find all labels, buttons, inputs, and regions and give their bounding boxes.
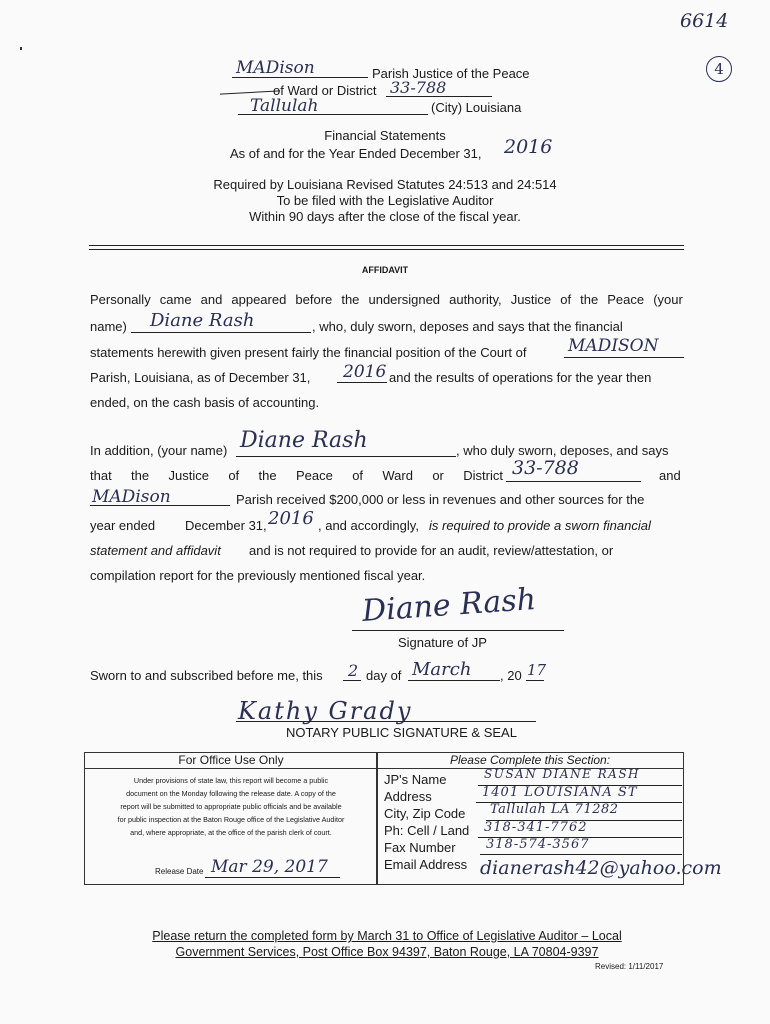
sworn-day-line xyxy=(343,680,361,681)
p2-parish-line xyxy=(90,505,230,506)
jp-signature-label: Signature of JP xyxy=(398,635,487,650)
p2-line-4-start: year ended xyxy=(90,518,156,533)
p1-year-line xyxy=(337,382,387,383)
notary-label: NOTARY PUBLIC SIGNATURE & SEAL xyxy=(286,725,517,740)
file-number: 6614 xyxy=(680,10,729,32)
email-label: Email Address xyxy=(384,857,468,872)
sworn-month-handwritten: March xyxy=(412,659,472,680)
p1-line-1: Personally came and appeared before the undersigned authority, Justice of the Peace (your xyxy=(90,292,683,307)
p1-line-4-end: and the results of operations for the year then xyxy=(389,370,652,385)
sworn-start: Sworn to and subscribed before me, this xyxy=(90,668,323,683)
p2-line-5-italic: statement and affidavit xyxy=(90,543,221,558)
footer-line-1: Please return the completed form by March 31 to Office of Legislative Auditor – Local xyxy=(152,929,622,943)
sworn-year-line xyxy=(526,680,544,681)
p2-and: and xyxy=(659,468,681,483)
jp-signature-line xyxy=(352,630,564,631)
page-circle-number: 4 xyxy=(706,56,732,82)
revised-date: Revised: 1/11/2017 xyxy=(595,962,664,971)
ward-handwritten: 33-788 xyxy=(390,78,447,97)
p2-district-handwritten: 33-788 xyxy=(512,457,579,479)
notary-signature-line xyxy=(236,721,536,722)
fax-line xyxy=(480,854,682,855)
city-zip-label: City, Zip Code xyxy=(384,806,466,821)
statute-line-3: Within 90 days after the close of the fiscal year. xyxy=(249,209,521,224)
office-use-title: For Office Use Only xyxy=(85,753,377,769)
office-use-box xyxy=(84,752,378,885)
sworn-month-line xyxy=(408,680,500,681)
sworn-year-handwritten: 17 xyxy=(527,661,547,679)
office-use-line-4: for public inspection at the Baton Rouge office of the Legislative Auditor xyxy=(117,815,345,824)
p2-line-4-date: December 31, xyxy=(185,518,267,533)
office-use-line-5: and, where appropriate, at the office of the parish clerk of court. xyxy=(130,828,332,837)
p1-name-handwritten: Diane Rash xyxy=(150,310,255,331)
jp-signature: Diane Rash xyxy=(360,581,538,630)
p1-line-5: ended, on the cash basis of accounting. xyxy=(90,395,320,410)
p2-line-1-end: , who duly sworn, deposes, and says xyxy=(456,443,669,458)
p2-line-5: and is not required to provide for an audit, review/attestation, or xyxy=(249,543,614,558)
statute-line-2: To be filed with the Legislative Auditor xyxy=(276,193,494,208)
p2-line-4-mid: , and accordingly, xyxy=(318,518,419,533)
p2-line-2: that the Justice of the Peace of Ward or District xyxy=(90,468,503,483)
city-line xyxy=(238,114,428,115)
jp-name-label: JP's Name xyxy=(384,772,447,787)
p2-line-1-start: In addition, (your name) xyxy=(90,443,228,458)
p1-year-handwritten: 2016 xyxy=(343,362,387,382)
complete-section-title: Please Complete this Section: xyxy=(377,753,683,769)
p1-line-2-end: , who, duly sworn, deposes and says that the financial xyxy=(312,319,623,334)
sworn-year-prefix: , 20 xyxy=(500,668,522,683)
sworn-dayof: day of xyxy=(366,668,402,683)
sworn-day-handwritten: 2 xyxy=(348,661,359,680)
header-divider xyxy=(89,245,684,250)
office-use-line-2: document on the Monday following the release date. A copy of the xyxy=(126,789,336,798)
parish-handwritten: MADison xyxy=(236,58,315,78)
year-handwritten: 2016 xyxy=(504,136,553,158)
p2-line-6: compilation report for the previously mentioned fiscal year. xyxy=(90,568,426,583)
jp-name-value: SUSAN DIANE RASH xyxy=(484,767,641,781)
p2-line-3: Parish received $200,000 or less in revenues and other sources for the xyxy=(236,492,645,507)
p1-line-3: statements herewith given present fairly the financial position of the Court of xyxy=(90,345,527,360)
p1-line-4-start: Parish, Louisiana, as of December 31, xyxy=(90,370,311,385)
p1-name-line xyxy=(131,332,311,333)
p2-district-line xyxy=(506,481,641,482)
office-use-line-1: Under provisions of state law, this report will become a public xyxy=(133,776,329,785)
p2-name-handwritten: Diane Rash xyxy=(240,428,368,453)
phone-value: 318-341-7762 xyxy=(484,820,588,835)
release-date-line xyxy=(205,877,340,878)
stray-mark xyxy=(20,47,22,50)
ward-line xyxy=(386,96,492,97)
footer-line-2: Government Services, Post Office Box 94397, Baton Rouge, LA 70804-9397 xyxy=(175,945,599,959)
year-ended-line: As of and for the Year Ended December 31, xyxy=(230,146,482,161)
city-handwritten: Tallulah xyxy=(250,96,319,116)
fax-label: Fax Number xyxy=(384,840,456,855)
address-label: Address xyxy=(384,789,432,804)
email-value: dianerash42@yahoo.com xyxy=(480,857,722,879)
p2-parish-handwritten: MADison xyxy=(92,487,171,507)
release-date-label: Release Date xyxy=(155,867,204,876)
ward-label: of Ward or District xyxy=(273,83,377,98)
p1-line-2-start: name) xyxy=(90,319,127,334)
p1-court-handwritten: MADISON xyxy=(568,336,659,356)
notary-signature: Kathy Grady xyxy=(238,697,413,725)
release-date-handwritten: Mar 29, 2017 xyxy=(211,857,328,877)
p2-line-4-italic: is required to provide a sworn financial xyxy=(429,518,651,533)
p2-year-handwritten: 2016 xyxy=(268,508,314,529)
statute-line-1: Required by Louisiana Revised Statutes 24:513 and 24:514 xyxy=(213,177,557,192)
city-zip-value: Tallulah LA 71282 xyxy=(490,802,619,817)
address-value: 1401 LOUISIANA ST xyxy=(482,785,638,800)
parish-line xyxy=(232,77,368,78)
office-use-line-3: report will be submitted to appropriate public officials and be available xyxy=(120,802,342,811)
ward-strike xyxy=(220,90,280,94)
fax-value: 318-574-3567 xyxy=(486,837,590,852)
p1-court-line xyxy=(564,357,684,358)
financial-statements-title: Financial Statements xyxy=(324,128,446,143)
parish-label: Parish Justice of the Peace xyxy=(372,66,530,81)
phone-label: Ph: Cell / Land xyxy=(384,823,470,838)
city-label: (City) Louisiana xyxy=(431,100,522,115)
p2-name-line xyxy=(236,456,456,457)
affidavit-title: AFFIDAVIT xyxy=(361,265,409,275)
